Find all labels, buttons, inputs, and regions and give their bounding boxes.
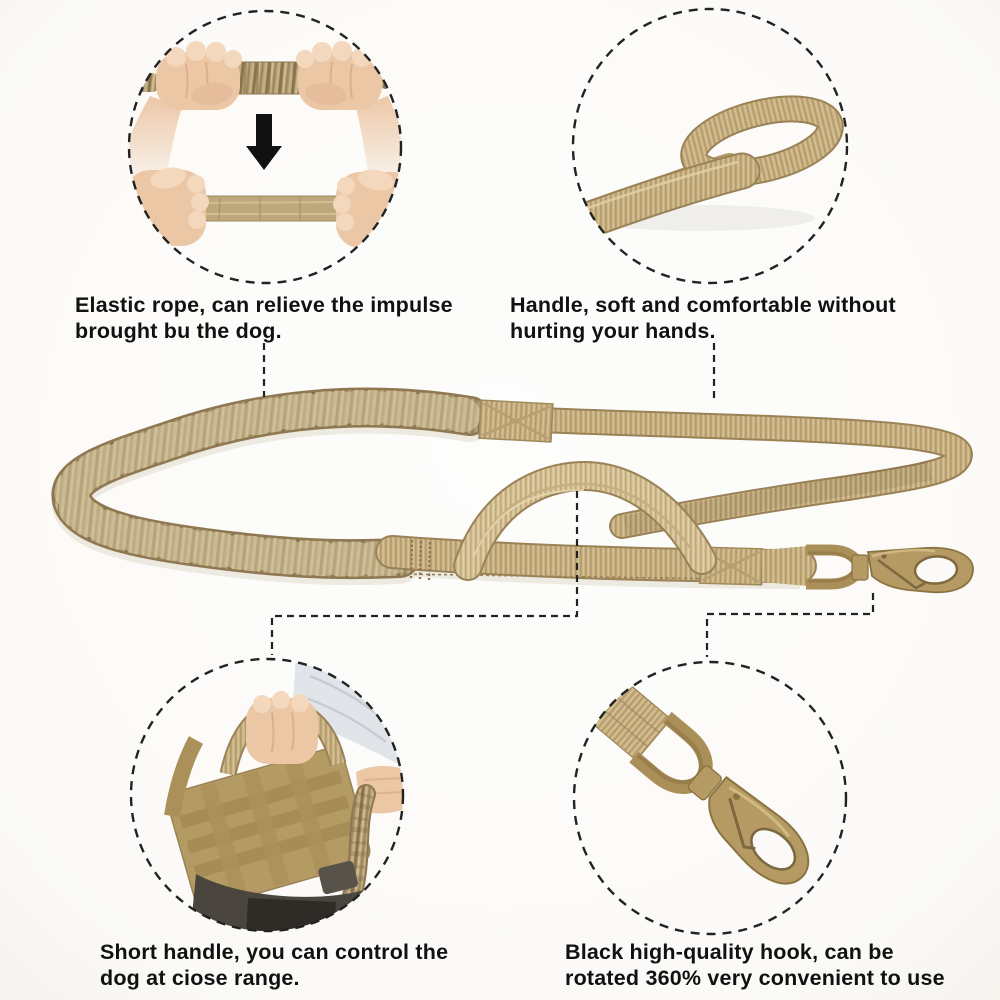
caption-short-handle-line1: Short handle, you can control the <box>100 940 449 964</box>
caption-elastic-rope-line2: brought bu the dog. <box>75 319 282 343</box>
caption-elastic-rope <box>75 292 453 344</box>
caption-handle <box>510 292 896 344</box>
caption-hook <box>565 939 945 991</box>
caption-short-handle <box>100 939 448 991</box>
caption-hook-line2: rotated 360% very convenient to use <box>565 966 945 990</box>
caption-handle-line2: hurting your hands. <box>510 319 716 343</box>
stitch-box-upper <box>479 400 553 442</box>
caption-short-handle-line2: dog at ciose range. <box>100 966 300 990</box>
caption-handle-line1: Handle, soft and comfortable without <box>510 293 896 317</box>
caption-elastic-rope-line1: Elastic rope, can relieve the impulse <box>75 293 453 317</box>
caption-hook-line1: Black high-quality hook, can be <box>565 940 894 964</box>
